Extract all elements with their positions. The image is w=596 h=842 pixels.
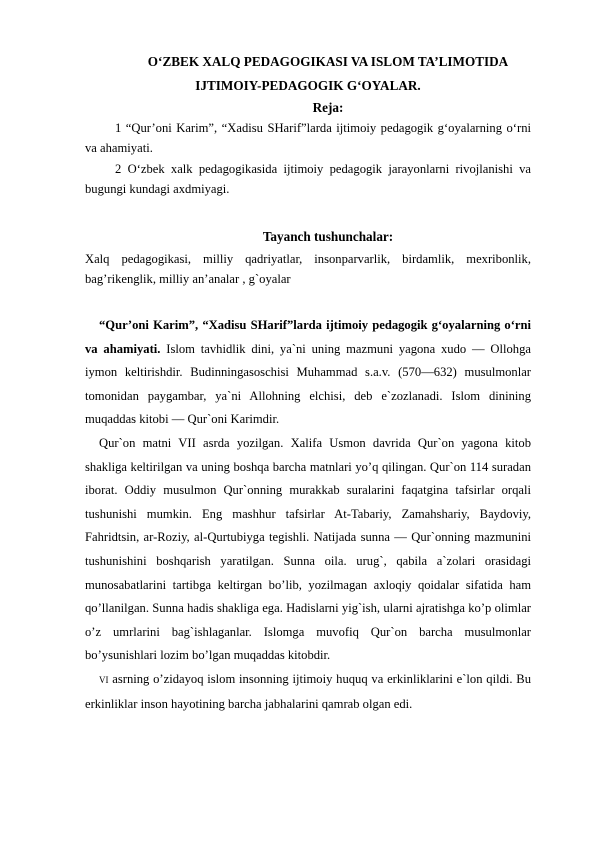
paragraph-2: Qur`on matni VII asrda yozilgan. Xalifa Usmon davrida Qur`on yagona kitob shakliga keltirilgan va uning boshqa barcha matnlari yo’q qilingan. Qur`on 114 suradan iborat. Oddiy musulmon Qur`onning murakkab suralarini faqatgina tafsirlar orqali tushunishi mumkin. Eng mashhur tafsirlar At-Tabariy, Zamahshariy, Baydoviy, Fahridtsin, ar-Roziy, al-Qurtubiyga tegishli. Natijada sunna — Qur`onning mazmunini tushunishini boshqarish yaratilgan. Sunna oila. urug`, qabila a`zolari orasidagi munosabatlarini tartibga keltirgan bo’lib, yozilmagan axloqiy qoidalar sifatida ham qo’llanilgan. Sunna hadis shakliga ega. Hadislarni yig`ish, ularni ajratishga ko’p olimlar o’z umrlarini bag`ishlaganlar. Islomga muvofiq Qur`on barcha musulmonlar bo’ysunishlari lozim bo’lgan muqaddas kitobdir. <box>85 435 531 663</box>
section-paragraph <box>85 314 531 432</box>
document-page <box>85 52 531 716</box>
document-title-line1: O‘ZBEK XALQ PEDAGOGIKASI VA ISLOM TA’LIMOTIDA <box>147 54 509 69</box>
paragraph-3-text: asrning o’zidayoq islom insonning ijtimoiy huquq va erkinliklarini e`lon qildi. Bu erkinliklar inson hayotining barcha jabhalarini qamrab olgan edi. <box>85 671 531 711</box>
key-terms: Xalq pedagogikasi, milliy qadriyatlar, insonparvarlik, birdamlik, mexribonlik, bag’rikenglik, milliy an’analar , g`oyalar <box>85 252 531 286</box>
key-terms-heading: Tayanch tushunchalar: <box>262 229 394 244</box>
plan-heading: Reja: <box>312 100 344 115</box>
plan-item-2: 2 O‘zbek xalk pedagogikasida ijtimoiy pedagogik jarayonlarni rivojlanishi va bugungi kundagi axdmiyagi. <box>85 162 531 196</box>
paragraph-1-text: Islom tavhidlik dini, ya`ni uning mazmuni yagona xudo — Ollohga iymon keltirishdir. Budinningasoschisi Muhammad s.a.v. (570—632) musulmonlar tomonidan paygambar, ya`ni Allohning elchisi, deb e`zozlanadi. Islom dinining muqaddas kitobi — Qur`oni Karimdir. <box>85 341 531 427</box>
document-title-line2: IJTIMOIY-PEDAGOGIK G‘OYALAR. <box>195 78 421 93</box>
paragraph-3 <box>85 668 531 716</box>
century-numeral: VI <box>99 674 109 685</box>
plan-item-1: 1 “Qur’oni Karim”, “Xadisu SHarif”larda ijtimoiy pedagogik g‘oyalarning o‘rni va ahamiyati. <box>85 121 531 155</box>
section-heading: “Qur’oni Karim”, “Xadisu SHarif”larda ijtimoiy pedagogik g‘oyalarning o‘rni va ahamiyati. <box>85 318 531 356</box>
